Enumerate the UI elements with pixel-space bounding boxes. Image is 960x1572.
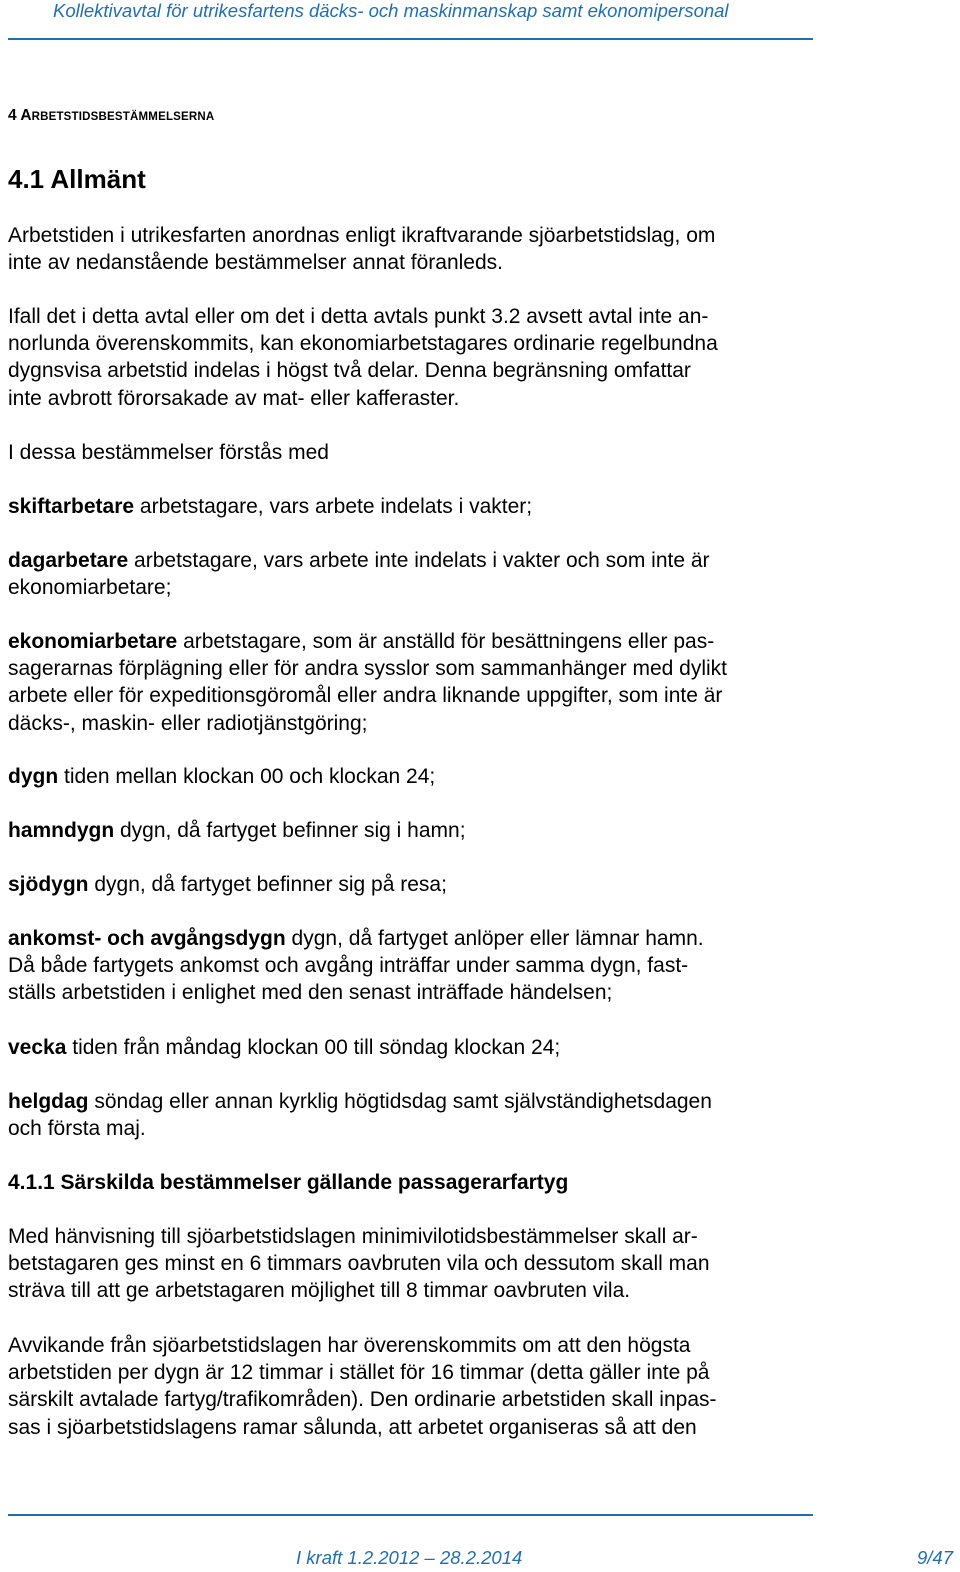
footer-validity: I kraft 1.2.2012 – 28.2.2014	[296, 1547, 523, 1568]
definition-term: skiftarbetare	[8, 495, 135, 518]
definition-line: hamndygn dygn, då fartyget befinner sig i hamn;	[8, 819, 466, 842]
paragraph-1	[8, 222, 938, 276]
paragraph-line: Ifall det i detta avtal eller om det i detta avtals punkt 3.2 avsett avtal inte an-	[8, 305, 709, 328]
paragraph-2	[8, 303, 938, 412]
paragraph-line: betstagaren ges minst en 6 timmars oavbruten vila och dessutom skall man	[8, 1252, 710, 1276]
definition-line: ankomst- och avgångsdygn dygn, då fartyget anlöper eller lämnar hamn.	[8, 927, 704, 950]
paragraph-passenger-1	[8, 1223, 938, 1305]
paragraph-line: Avvikande från sjöarbetstidslagen har överenskommits om att den högsta	[8, 1334, 691, 1357]
definition-line: arbete eller för expeditionsgöromål eller andra liknande uppgifter, som inte är	[8, 684, 723, 708]
definition-term: ankomst- och avgångsdygn	[8, 927, 286, 950]
definition-line: ställs arbetstiden i enlighet med den senast inträffade händelsen;	[8, 981, 613, 1005]
definition-skiftarbetare	[8, 493, 938, 520]
paragraph-line: inte av nedanstående bestämmelser annat föranleds.	[8, 251, 503, 275]
definition-dagarbetare	[8, 547, 938, 601]
paragraph-line: dygnsvisa arbetstid indelas i högst två delar. Denna begränsning omfattar	[8, 359, 691, 383]
definition-line: helgdag söndag eller annan kyrklig högtidsdag samt självständighetsdagen	[8, 1090, 712, 1113]
paragraph-line: sträva till att ge arbetstagaren möjlighet till 8 timmar oavbruten vila.	[8, 1279, 631, 1303]
section-heading	[8, 107, 214, 126]
definition-term: helgdag	[8, 1090, 89, 1113]
definition-ankomst-avgangsdygn	[8, 925, 938, 1007]
definition-hamndygn	[8, 817, 938, 844]
definition-line: ekonomiarbetare;	[8, 576, 172, 600]
footer-page-number: 9/47	[916, 1547, 953, 1568]
definition-line: dygn tiden mellan klockan 00 och klockan 24;	[8, 765, 436, 788]
definition-line: sjödygn dygn, då fartyget befinner sig på resa;	[8, 873, 447, 896]
paragraph-passenger-2	[8, 1332, 938, 1441]
definition-term: dygn	[8, 765, 59, 788]
definition-term: ekonomiarbetare	[8, 630, 178, 653]
running-header: Kollektivavtal för utrikesfartens däcks- och maskinmanskap samt ekonomipersonal	[53, 0, 729, 21]
definition-term: vecka	[8, 1036, 67, 1059]
definition-line: skiftarbetare arbetstagare, vars arbete indelats i vakter;	[8, 495, 533, 518]
definition-vecka	[8, 1034, 938, 1061]
definition-helgdag	[8, 1088, 938, 1142]
definition-line: vecka tiden från måndag klockan 00 till söndag klockan 24;	[8, 1036, 561, 1059]
definition-line: däcks-, maskin- eller radiotjänstgöring;	[8, 711, 368, 735]
subsubsection-heading: 4.1.1 Särskilda bestämmelser gällande passagerarfartyg	[8, 1171, 569, 1194]
footer-rule	[8, 1514, 813, 1516]
definition-line: sagerarnas förplägning eller för andra sysslor som sammanhänger med dylikt	[8, 657, 728, 681]
paragraph-line: Arbetstiden i utrikesfarten anordnas enligt ikraftvarande sjöarbetstidslag, om	[8, 224, 716, 247]
paragraph-line: inte avbrott förorsakade av mat- eller kafferaster.	[8, 386, 460, 410]
definition-term: hamndygn	[8, 819, 115, 842]
definition-line: dagarbetare arbetstagare, vars arbete inte indelats i vakter och som inte är	[8, 549, 710, 572]
definition-dygn	[8, 763, 938, 790]
paragraph-3	[8, 439, 938, 466]
paragraph-line: I dessa bestämmelser förstås med	[8, 441, 329, 464]
paragraph-line: Med hänvisning till sjöarbetstidslagen minimivilotidsbestämmelser skall ar-	[8, 1225, 698, 1248]
subsection-heading: 4.1 Allmänt	[8, 164, 146, 194]
paragraph-line: särskilt avtalade fartyg/trafikområden). Den ordinarie arbetstiden skall inpas-	[8, 1388, 717, 1412]
paragraph-line: sas i sjöarbetstidslagens ramar sålunda, att arbetet organiseras så att den	[8, 1415, 697, 1439]
definition-line: ekonomiarbetare arbetstagare, som är anställd för besättningens eller pas-	[8, 630, 715, 653]
section-number: 4	[8, 107, 17, 124]
definition-term: sjödygn	[8, 873, 89, 896]
definition-line: och första maj.	[8, 1117, 146, 1141]
definition-term: dagarbetare	[8, 549, 129, 572]
paragraph-line: norlunda överenskommits, kan ekonomiarbetstagares ordinarie regelbundna	[8, 332, 718, 356]
header-rule	[8, 38, 813, 40]
paragraph-line: arbetstiden per dygn är 12 timmar i stället för 16 timmar (detta gäller inte på	[8, 1361, 710, 1385]
section-title: ARBETSTIDSBESTÄMMELSERNA	[20, 107, 215, 124]
definition-line: Då både fartygets ankomst och avgång inträffar under samma dygn, fast-	[8, 954, 689, 978]
definition-ekonomiarbetare	[8, 628, 938, 737]
definition-sjodygn	[8, 871, 938, 898]
